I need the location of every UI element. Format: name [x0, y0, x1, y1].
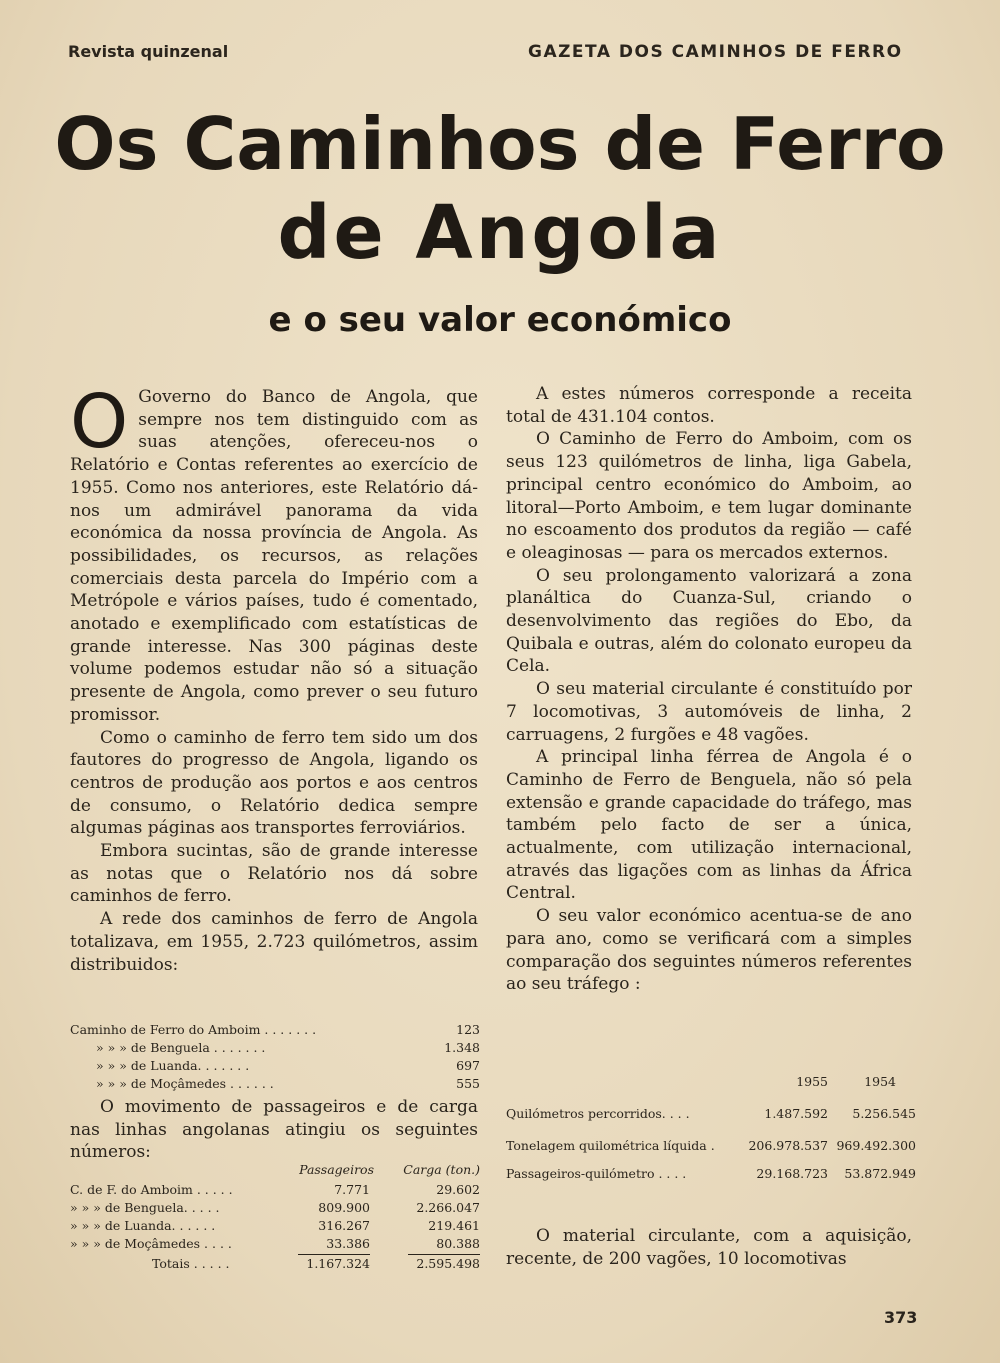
benguela-row-label: Quilómetros percorridos. . . . [506, 1106, 690, 1121]
paragraph-r4: O seu material circulante é constituído por 7 locomotivas, 3 automóveis de linha, 2 carruagens, 2 furgões e 48 vagões. [506, 679, 912, 745]
right-column-lower [506, 1225, 912, 1270]
benguela-row-1954: 53.872.949 [844, 1166, 916, 1181]
cargo-total-rule [408, 1254, 480, 1255]
traffic-row-label: » » » de Benguela. . . . . [70, 1200, 220, 1215]
paragraph-r6: O seu valor económico acentua-se de ano para ano, como se verificará com a simples comparação dos seguintes números referentes ao seu tráfego : [506, 906, 912, 995]
network-row-label: » » » de Luanda. . . . . . . [96, 1058, 250, 1073]
benguela-year-1955: 1955 [796, 1074, 828, 1089]
left-column-lower [70, 1096, 478, 1164]
paragraph-r1: A estes números corresponde a receita total de 431.104 contos. [506, 384, 912, 427]
benguela-row-1955: 1.487.592 [764, 1106, 828, 1121]
traffic-row-passengers: 33.386 [326, 1236, 370, 1251]
benguela-row-1955: 29.168.723 [756, 1166, 828, 1181]
traffic-total-label: Totais . . . . . [152, 1256, 230, 1271]
network-row-label: » » » de Benguela . . . . . . . [96, 1040, 266, 1055]
benguela-row-label: Passageiros-quilómetro . . . . [506, 1166, 687, 1181]
traffic-row-label: » » » de Moçâmedes . . . . [70, 1236, 232, 1251]
network-row-value: 1.348 [444, 1040, 480, 1055]
network-row-label: » » » de Moçâmedes . . . . . . [96, 1076, 274, 1091]
benguela-year-1954: 1954 [864, 1074, 896, 1089]
benguela-row-1954: 5.256.545 [852, 1106, 916, 1121]
benguela-table [506, 1074, 916, 1184]
page-number: 373 [884, 1308, 918, 1327]
paragraph-4: A rede dos caminhos de ferro de Angola totalizava, em 1955, 2.723 quilómetros, assim distribuidos: [70, 909, 478, 975]
article-title-line2: de Angola [277, 190, 723, 276]
article-title-line1: Os Caminhos de Ferro [54, 102, 946, 186]
network-row-value: 697 [456, 1058, 480, 1073]
traffic-row-label: C. de F. do Amboim . . . . . [70, 1182, 233, 1197]
right-column [506, 383, 912, 996]
paragraph-r7: O material circulante, com a aquisição, recente, de 200 vagões, 10 locomotivas [506, 1226, 912, 1269]
passengers-total-rule [298, 1254, 370, 1255]
traffic-row-cargo: 29.602 [436, 1182, 480, 1197]
network-row-label: Caminho de Ferro do Amboim . . . . . . . [70, 1022, 317, 1037]
network-row-value: 555 [456, 1076, 480, 1091]
benguela-row-1955: 206.978.537 [748, 1138, 828, 1153]
traffic-row-passengers: 316.267 [318, 1218, 370, 1233]
traffic-row-label: » » » de Luanda. . . . . . [70, 1218, 216, 1233]
paragraph-1-text: Governo do Banco de Angola, que sempre nos tem distinguido com as suas atenções, ofereceu-nos o Relatório e Contas referentes ao exercício de 1955. Como nos anteriores, este Relatório dá-nos um admirável panorama da vida económica da nossa província de Angola. As possibilidades, os recursos, as relações comerciais desta parcela do Império com a Metrópole e vários países, tudo é comentado, anotado e exemplificado com estatísticas de grande interesse. Nas 300 páginas deste volume podemos estudar não só a situação presente de Angola, como prever o seu futuro promissor. [70, 387, 478, 725]
traffic-row-passengers: 809.900 [318, 1200, 370, 1215]
traffic-row-cargo: 2.266.047 [416, 1200, 480, 1215]
paragraph-2: Como o caminho de ferro tem sido um dos fautores do progresso de Angola, ligando os centros de produção aos portos e aos centros de consumo, o Relatório dedica sempre algumas páginas aos transportes ferroviários. [70, 727, 478, 839]
traffic-row-passengers: 7.771 [334, 1182, 370, 1197]
traffic-row-cargo: 219.461 [428, 1218, 480, 1233]
drop-cap: O [70, 379, 129, 465]
paragraph-1 [70, 379, 478, 727]
paragraph-r2: O Caminho de Ferro do Amboim, com os seus 123 quilómetros de linha, liga Gabela, principal centro económico do Amboim, ao litoral—Porto Amboim, e tem lugar dominante no escoamento dos produtos da região — café e oleaginosas — para os mercados externos. [506, 429, 912, 563]
article-subtitle: e o seu valor económico [268, 300, 732, 340]
paragraph-5: O movimento de passageiros e de carga nas linhas angolanas atingiu os seguintes números: [70, 1097, 478, 1163]
traffic-total-cargo: 2.595.498 [416, 1256, 480, 1271]
traffic-col-cargo: Carga (ton.) [403, 1162, 480, 1177]
left-column [70, 379, 478, 976]
traffic-table [70, 1162, 480, 1277]
network-row-value: 123 [456, 1022, 480, 1037]
paragraph-r5: A principal linha férrea de Angola é o Caminho de Ferro de Benguela, não só pela extensão e grande capacidade do tráfego, mas também pelo facto de ser a única, actualmente, com utilização internacional, através das ligações com as linhas da África Central. [506, 747, 912, 904]
traffic-col-passengers: Passageiros [299, 1162, 374, 1177]
benguela-row-1954: 969.492.300 [836, 1138, 916, 1153]
header-right: GAZETA DOS CAMINHOS DE FERRO [528, 42, 903, 62]
traffic-total-passengers: 1.167.324 [306, 1256, 370, 1271]
paragraph-r3: O seu prolongamento valorizará a zona planáltica do Cuanza-Sul, criando o desenvolvimento das regiões do Ebo, da Quibala e outras, além do colonato europeu da Cela. [506, 565, 912, 677]
paragraph-3: Embora sucintas, são de grande interesse as notas que o Relatório nos dá sobre caminhos de ferro. [70, 841, 478, 907]
network-table [70, 1022, 480, 1092]
header-left: Revista quinzenal [68, 42, 229, 61]
benguela-row-label: Tonelagem quilométrica líquida . [506, 1138, 715, 1153]
traffic-row-cargo: 80.388 [436, 1236, 480, 1251]
